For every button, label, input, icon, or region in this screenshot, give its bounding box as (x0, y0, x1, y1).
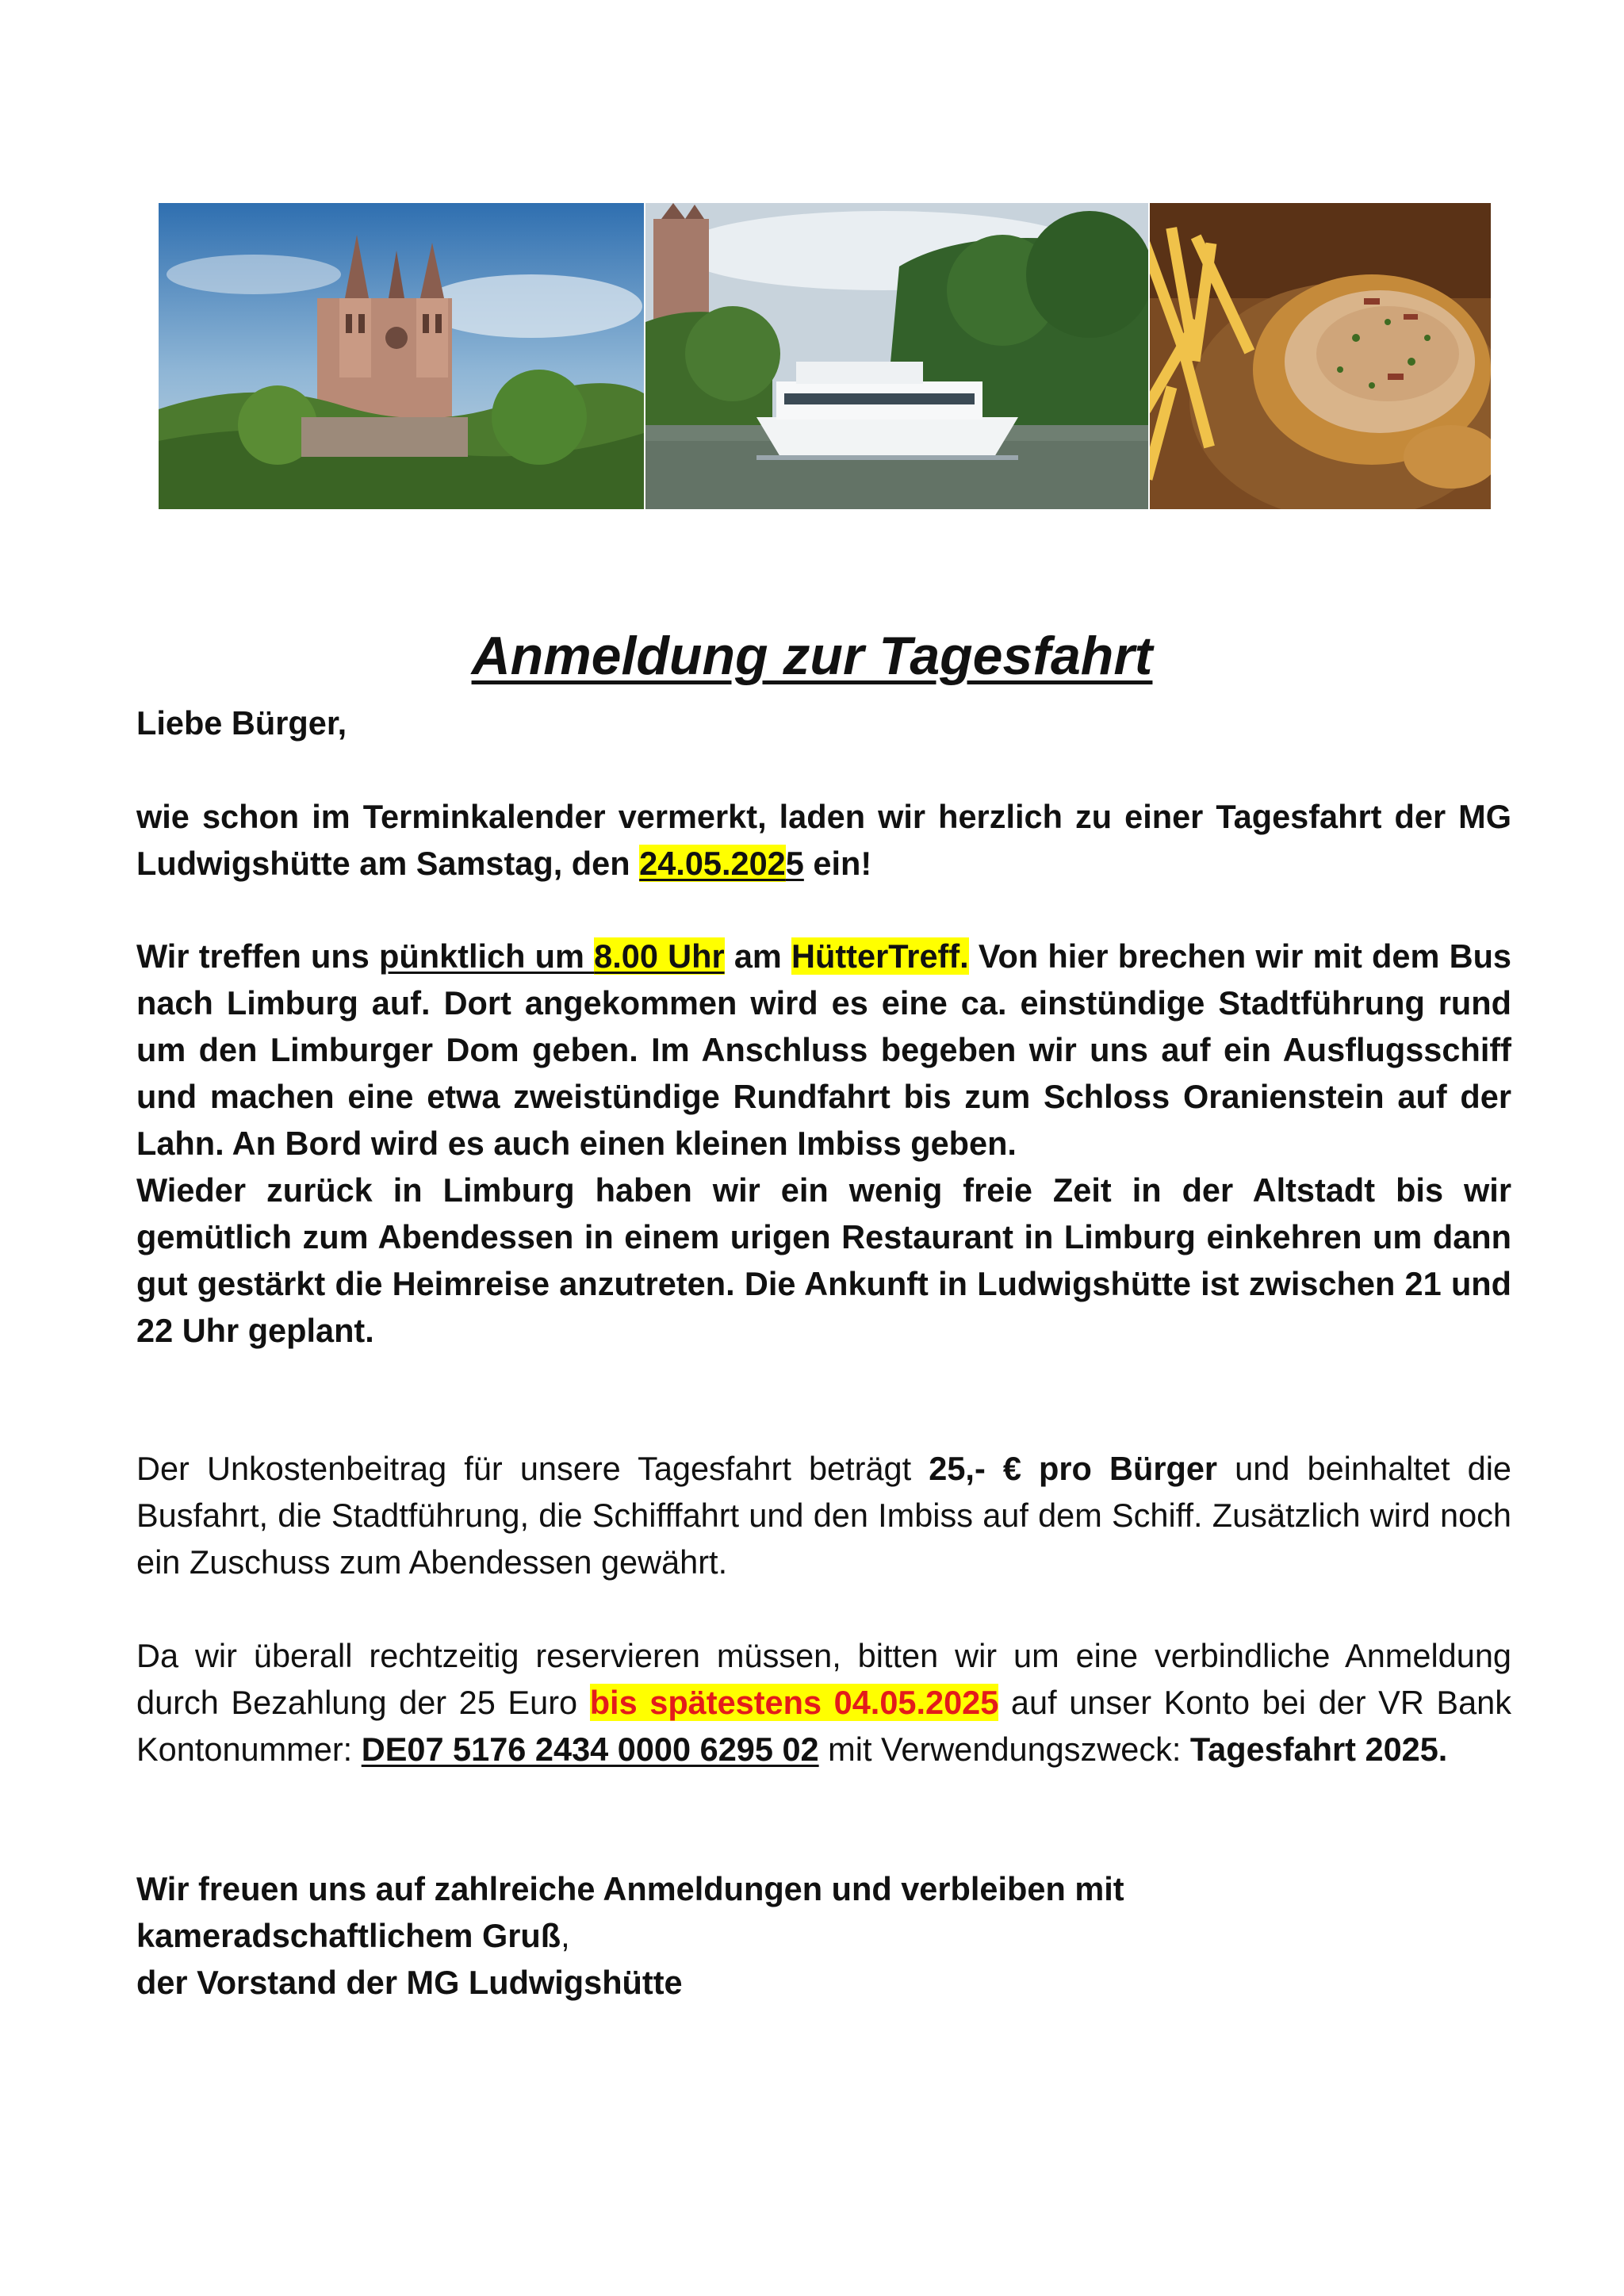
punctual-text: pünktlich um (379, 937, 595, 975)
closing-comma: , (561, 1917, 570, 1954)
program-paragraph-1 (136, 933, 1511, 1167)
page-title: Anmeldung zur Tagesfahrt (471, 626, 1153, 686)
closing-section (136, 1865, 1511, 2006)
registration-text-3: mit Verwendungszweck: (818, 1731, 1190, 1768)
intro-text-1: wie schon im Terminkalender vermerkt, laden wir herzlich zu einer Tagesfahrt der MG Ludwigshütte am Samstag, den (136, 798, 1511, 882)
greeting: Liebe Bürger, (136, 704, 347, 742)
bank-account-number: DE07 5176 2434 0000 6295 02 (361, 1731, 819, 1768)
program-section (136, 933, 1511, 1354)
event-date: 24.05.202 (639, 845, 786, 882)
header-banner (159, 203, 1491, 509)
registration-text-1: Da wir überall rechtzeitig reservieren müssen, bitten wir um eine verbindliche Anmeldung durch Bezahlung der 25 Euro (136, 1637, 1511, 1721)
closing-greeting: kameradschaftlichem Gruß (136, 1917, 561, 1954)
event-date-end: 5 (785, 845, 804, 882)
closing-line-1: Wir freuen uns auf zahlreiche Anmeldungen und verbleiben mit (136, 1870, 1124, 1907)
intro-paragraph (136, 793, 1511, 887)
program-text-1: Wir treffen uns (136, 937, 380, 975)
river-boat-photo (645, 203, 1148, 509)
registration-deadline: bis spätestens 04.05.2025 (589, 1684, 999, 1721)
registration-paragraph (136, 1632, 1511, 1773)
closing-signature: der Vorstand der MG Ludwigshütte (136, 1964, 683, 2001)
program-paragraph-2: Wieder zurück in Limburg haben wir ein wenig freie Zeit in der Altstadt bis wir gemütlich zum Abendessen in einem urigen Restaurant in Limburg einkehren um dann gut gestärkt die Heimreise anzutreten. Die Ankunft in Ludwigshütte ist zwischen 21 und 22 Uhr geplant. (136, 1171, 1511, 1349)
payment-purpose: Tagesfahrt 2025. (1189, 1731, 1448, 1768)
limburg-cathedral-photo (159, 203, 644, 509)
schnitzel-fries-photo (1150, 203, 1491, 509)
meeting-time: 8.00 Uhr (594, 937, 725, 975)
closing-line-2 (136, 1912, 1511, 1959)
program-text-2: am (724, 937, 792, 975)
meeting-place: HütterTreff. (791, 937, 969, 975)
intro-text-2: ein! (803, 845, 872, 882)
cost-amount: 25,- € pro Bürger (929, 1450, 1218, 1487)
cost-text-2: und beinhaltet die Busfahrt, die Stadtführung, die Schifffahrt und den Imbiss auf dem Schiff. Zusätzlich wird noch ein Zuschuss zum Abendessen gewährt. (136, 1450, 1511, 1581)
program-text-3: Von hier brechen wir mit dem Bus nach Limburg auf. Dort angekommen wird es eine ca. einstündige Stadtführung rund um den Limburger Dom geben. Im Anschluss begeben wir uns auf ein Ausflugsschiff und machen eine etwa zweistündige Rundfahrt bis zum Schloss Oranienstein auf der Lahn. An Bord wird es auch einen kleinen Imbiss geben. (136, 937, 1511, 1162)
cost-paragraph (136, 1445, 1511, 1585)
registration-text-2: auf unser Konto bei der VR Bank Kontonummer: (136, 1684, 1511, 1768)
cost-text-1: Der Unkostenbeitrag für unsere Tagesfahrt beträgt (136, 1450, 929, 1487)
